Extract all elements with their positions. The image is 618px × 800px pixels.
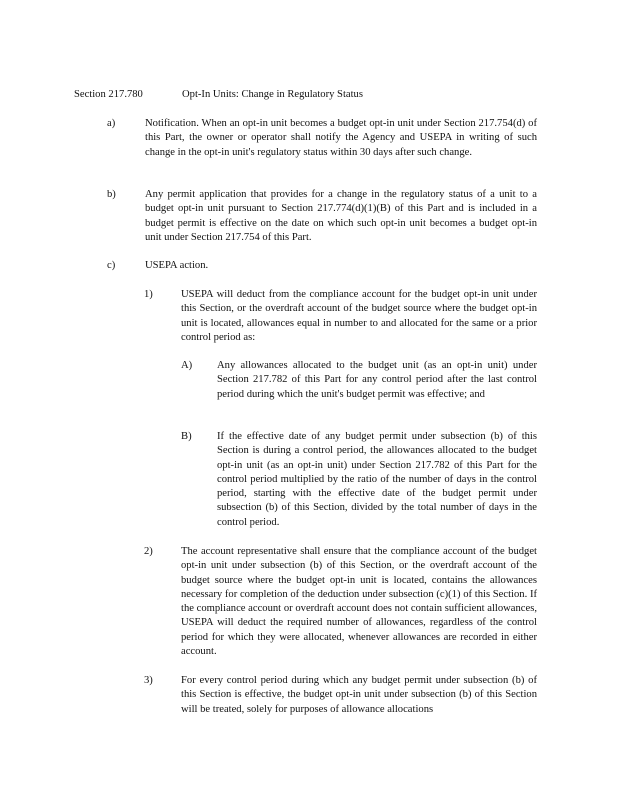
paragraph-label: 2) (144, 546, 153, 557)
subsection-label: b) (107, 189, 116, 200)
paragraph-text: The account representative shall ensure that the compliance account of the budget opt-in unit under subsection (b) of this Section, or the overdraft account of the budget source where the budget opt-in unit is located, contains the allowances necessary for completion of the deduction under subsection (c)(1) of this Section. If the compliance account or overdraft account does not contain sufficient allowances, USEPA will deduct the required number of allowances, regardless of the control period for which they were allocated, whenever allowances are recorded in either account. (181, 546, 537, 658)
paragraph-label: 3) (144, 675, 153, 686)
subparagraph-text: Any allowances allocated to the budget unit (as an opt-in unit) under Section 217.782 of this Part for any control period after the last control period during which the unit's budget permit was effective; and (217, 360, 537, 400)
subsection-label: c) (107, 260, 116, 271)
paragraph-text: USEPA will deduct from the compliance account for the budget opt-in unit under this Section, or the overdraft account of the budget source where the budget opt-in unit is located, allowances equal in number to and allocated for the same or a prior control period as: (181, 289, 537, 343)
subparagraph-label: A) (181, 360, 193, 371)
subparagraph-label: B) (181, 431, 192, 442)
subsection-label: a) (107, 118, 116, 129)
paragraph-label: 1) (144, 289, 153, 300)
subsection-text: Any permit application that provides for a change in the regulatory status of a unit to a budget opt-in unit pursuant to Section 217.774(d)(1)(B) of this Part and is included in a budget permit is effective on the date on which such opt-in unit becomes a budget opt-in unit under Section 217.754 of this Part. (145, 189, 537, 243)
section-number: Section 217.780 (74, 89, 143, 100)
subparagraph-text: If the effective date of any budget permit under subsection (b) of this Section is during a control period, the allowances allocated to the budget opt-in unit (as an opt-in unit) under Section 217.782 of this Part for the control period multiplied by the ratio of the number of days in the control period, starting with the effective date of the budget permit under subsection (b) of this Section, divided by the total number of days in the control period. (217, 431, 537, 528)
subsection-text: Notification. When an opt-in unit becomes a budget opt-in unit under Section 217.754(d) of this Part, the owner or operator shall notify the Agency and USEPA in writing of such change in the opt-in unit's regulatory status within 30 days after such change. (145, 118, 537, 158)
subsection-text: USEPA action. (145, 260, 209, 271)
paragraph-text: For every control period during which any budget permit under subsection (b) of this Section is effective, the budget opt-in unit under subsection (b) of this Section will be treated, solely for purposes of allowance allocations (181, 675, 537, 715)
section-title: Opt-In Units: Change in Regulatory Status (182, 89, 363, 100)
section-heading (74, 88, 363, 102)
